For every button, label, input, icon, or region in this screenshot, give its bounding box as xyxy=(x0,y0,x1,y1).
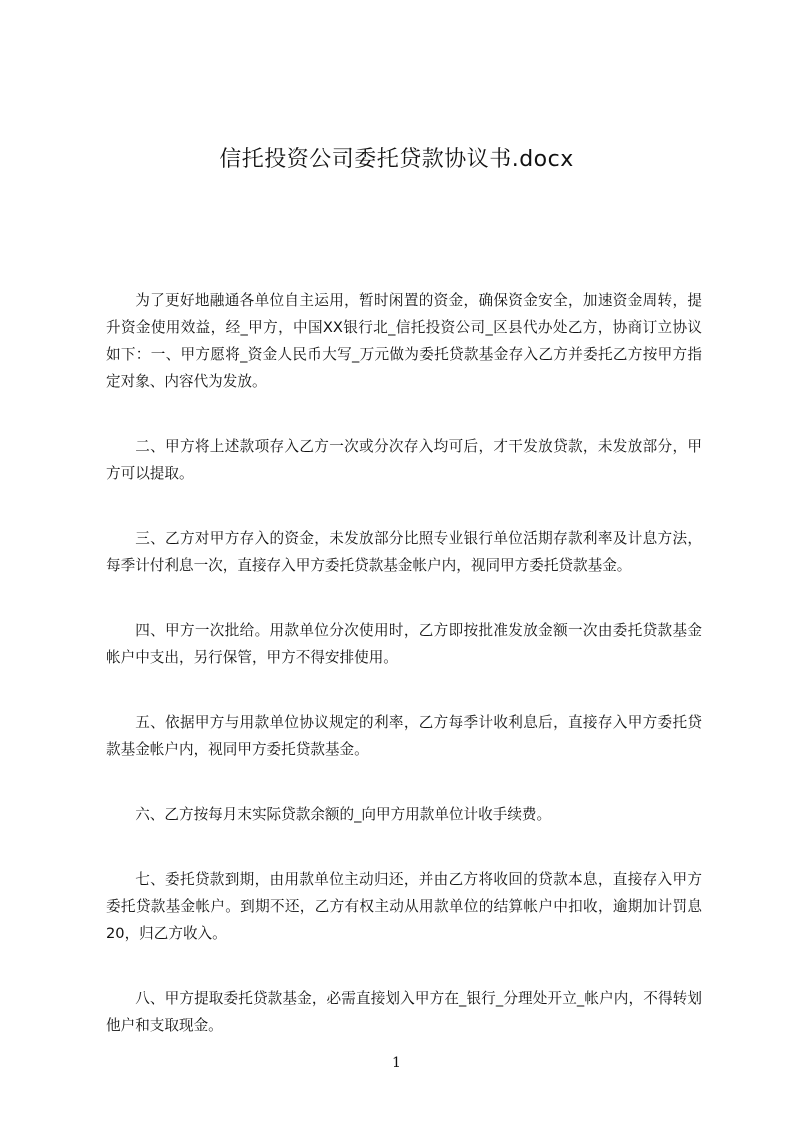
paragraph-clause-8: 八、甲方提取委托贷款基金，必需直接划入甲方在_银行_分理处开立_帐户内，不得转划他户和支取现金。 xyxy=(106,990,702,1034)
paragraph-clause-3: 三、乙方对甲方存入的资金，未发放部分比照专业银行单位活期存款利率及计息方法，每季计付利息一次，直接存入甲方委托贷款基金帐户内，视同甲方委托贷款基金。 xyxy=(106,530,702,574)
paragraph-clause-4: 四、甲方一次批给。用款单位分次使用时，乙方即按批准发放金额一次由委托贷款基金帐户中支出，另行保管，甲方不得安排使用。 xyxy=(106,622,702,666)
paragraph-intro: 为了更好地融通各单位自主运用，暂时闲置的资金，确保资金安全，加速资金周转，提升资金使用效益，经_甲方，中国XX银行北_信托投资公司_区县代办处乙方，协商订立协议如下：一、甲方愿将_资金人民币大写_万元做为委托贷款基金存入乙方并委托乙方按甲方指定对象、内容代为发放。 xyxy=(106,292,702,390)
document-body xyxy=(106,287,702,1077)
page-number: 1 xyxy=(392,1055,401,1071)
document-title: 信托投资公司委托贷款协议书.docx xyxy=(219,147,574,172)
paragraph-clause-5: 五、依据甲方与用款单位协议规定的利率，乙方每季计收利息后，直接存入甲方委托贷款基金帐户内，视同甲方委托贷款基金。 xyxy=(106,714,702,758)
paragraph-clause-2: 二、甲方将上述款项存入乙方一次或分次存入均可后，才干发放贷款，未发放部分，甲方可以提取。 xyxy=(106,438,702,482)
paragraph-clause-7: 七、委托贷款到期，由用款单位主动归还，并由乙方将收回的贷款本息，直接存入甲方委托贷款基金帐户。到期不还，乙方有权主动从用款单位的结算帐户中扣收，逾期加计罚息20，归乙方收入。 xyxy=(106,871,702,942)
paragraph-clause-6: 六、乙方按每月末实际贷款余额的_向甲方用款单位计收手续费。 xyxy=(135,806,552,823)
